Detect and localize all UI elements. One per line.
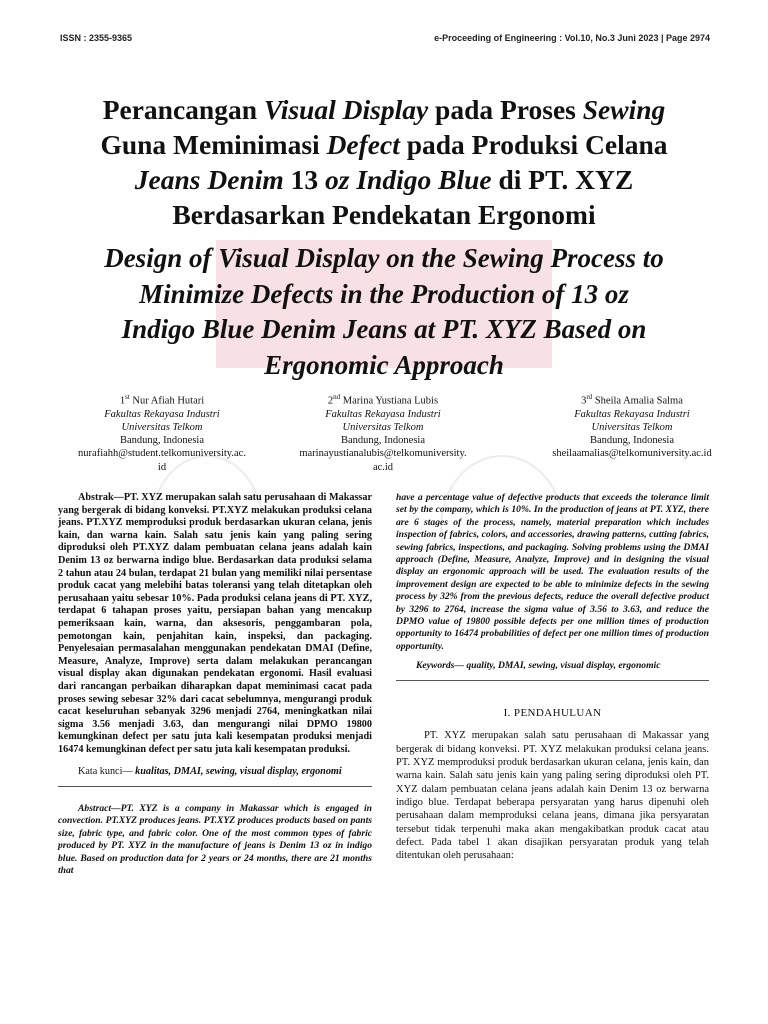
abstract-english-continued: have a percentage value of defective products that exceeds the tolerance limit set by the company, which is 10%. In the production of jeans at PT. XYZ, there are 6 stages of the process, namely, material preparation which includes inspection of fabrics, colors, and accessories, drawing patterns, cutting fabrics, sewing fabrics, inspections, and packaging. Solving problems using the DMAI approach (Define, Measure, Analyze, Improve) and in designing the visual display an ergonomic approach will be used. The evaluation results of the improvement design are expected to be able to minimize defects in the sewing process by 32% from the previous defects, reduce the overall defective product by 3296 to 2764, increase the sigma value of 3.56 to 3.63, and reduce the DPMO value of 19800 possible defects per one million times of production opportunity to 16474 probabilities of defect per one million times of production opportunity. [396,492,709,652]
keywords-english: Keywords— quality, DMAI, sewing, visual display, ergonomic [416,660,661,672]
author-email: nurafiahh@student.telkomuniversity.ac. [78,448,246,460]
author-3: 3rd Sheila Amalia Salma Fakultas Rekayasa Industri Universitas Telkom Bandung, Indonesia sheilaamalias@telkomuniversity.ac.id [517,391,747,461]
introduction-paragraph: PT. XYZ merupakan salah satu perusahaan di Makassar yang bergerak di bidang konveksi. PT. XYZ melakukan produksi celana jeans. PT. XYZ memproduksi produk berdasarkan ukuran celana, jenis kain, dan warna kain. Salah satu jenis kain yang paling sering diproduksi oleh PT. XYZ dalam pembuatan celana jeans adalah kain Denim 13 oz berwarna indigo blue. Terdapat beberapa persyaratan yang harus dipenuhi oleh perusahaan dalam memproduksi celana jeans, dimana jika persyaratan tersebut tidak terpenuhi maka akan mengakibatkan produk cacat atau defect. Pada tabel 1 akan disajikan persyaratan produk yang telah ditentukan oleh perusahaan: [396,730,709,862]
left-column [58,492,372,878]
keywords-indonesian: Kata kunci— kualitas, DMAI, sewing, visual display, ergonomi [78,766,342,778]
author-email: marinayustianalubis@telkomuniversity. [299,448,467,460]
author-2: 2nd Marina Yustiana Lubis Fakultas Rekayasa Industri Universitas Telkom Bandung, Indonesia marinayustianalubis@telkomuniversity. ac.id [268,391,498,474]
abstract-english: Abstract—PT. XYZ is a company in Makassar which is engaged in convection. PT.XYZ produces jeans. PT.XYZ produces products based on pants size, fabric type, and fabric color. One of the most common types of fabric produced by PT. XYZ in the manufacture of jeans is Denim 13 oz in indigo blue. Based on production data for 2 years or 24 months, there are 21 months that [58,803,372,877]
divider [396,680,709,681]
journal-info: e-Proceeding of Engineering : Vol.10, No.3 Juni 2023 | Page 2974 [434,33,710,43]
title-indonesian: Perancangan Visual Display pada Proses Sewing Guna Meminimasi Defect pada Produksi Celana Jeans Denim 13 oz Indigo Blue di PT. XYZ Berdasarkan Pendekatan Ergonomi [100,94,668,230]
right-column [396,492,709,862]
issn: ISSN : 2355-9365 [60,33,133,43]
abstract-indonesian: Abstrak—PT. XYZ merupakan salah satu perusahaan di Makassar yang bergerak di bidang konveksi. PT.XYZ melakukan produksi celana jeans. PT.XYZ memproduksi produk berdasarkan ukuran celana, jenis kain, dan warna kain. Salah satu jenis kain yang paling sering diproduksi oleh PT.XYZ dalam pembuatan celana jeans adalah kain Denim 13 oz berwarna indigo blue. Berdasarkan data produksi selama 2 tahun atau 24 bulan, terdapat 21 bulan yang memiliki nilai persentase produk cacat yang melebihi batas toleransi yang telah ditetapkan oleh perusahaan yaitu sebesar 10%. Pada produksi celana jeans di PT. XYZ, terdapat 6 tahapan proses yaitu, persiapan bahan yang mencakup pemeriksaan kain, warna, dan aksesoris, penggambaran pola, pemotongan kain, penjahitan kain, inspeksi, dan packaging. Penyelesaian permasalahan menggunakan pendekatan DMAI (Define, Measure, Analyze, Improve) serta dalam melakukan perancangan visual display akan digunakan pendekatan ergonomi. Hasil evaluasi dari rancangan perbaikan diharapkan dapat meminimasi cacat pada proses sewing sebesar 32% dari cacat sebelumnya, mengurangi produk cacat keseluruhan sebanyak 3296 menjadi 2764, meningkatkan nilai sigma 3.56 menjadi 3.63, dan mengurangi nilai DPMO 19800 kemungkinan defect per satu juta kali kesempatan produksi menjadi 16474 kemungkinan defect per satu juta kali kesempatan produksi. [58,492,372,755]
divider [58,786,372,787]
section-heading: I. PENDAHULUAN [503,706,602,719]
author-1: 1st Nur Afiah Hutari Fakultas Rekayasa Industri Universitas Telkom Bandung, Indonesia nurafiahh@student.telkomuniversity.ac. id [47,391,277,474]
author-email: sheilaamalias@telkomuniversity.ac.id [552,448,712,460]
title-english: Design of Visual Display on the Sewing Process to Minimize Defects in the Production of 13 oz Indigo Blue Denim Jeans at PT. XYZ Based on Ergonomic Approach [104,243,664,380]
